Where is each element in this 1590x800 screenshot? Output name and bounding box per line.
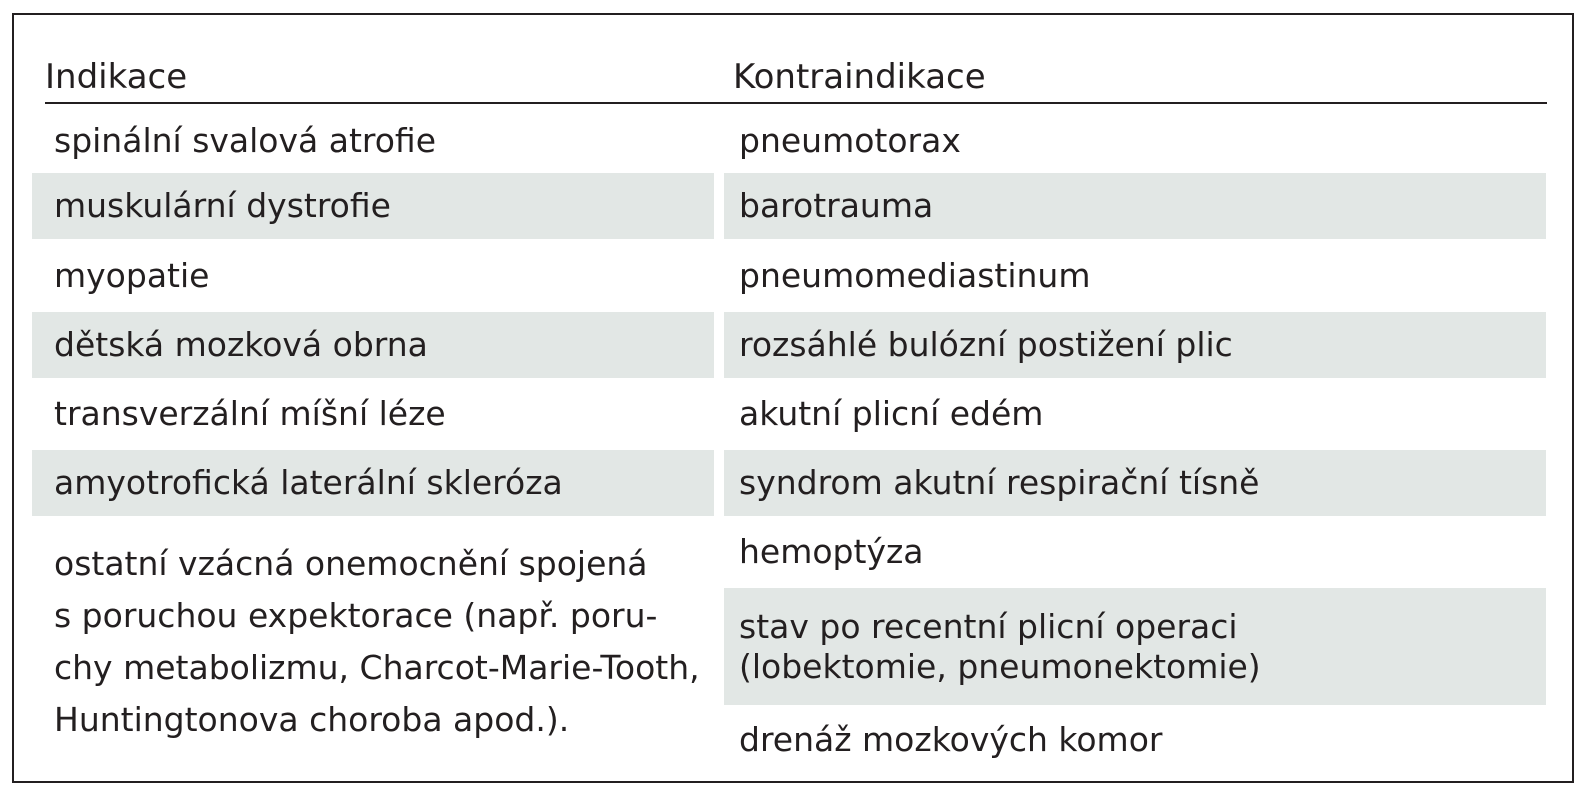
contraindication-cell: rozsáhlé bulózní postižení plic — [724, 312, 1546, 378]
indication-line: Huntingtonova choroba apod.). — [54, 700, 570, 739]
contraindication-cell: pneumotorax — [739, 120, 961, 160]
indication-cell: dětská mozková obrna — [32, 312, 714, 378]
contraindication-cell: barotrauma — [724, 173, 1546, 239]
contraindication-cell: akutní plicní edém — [739, 394, 1044, 433]
header-indications: Indikace — [45, 57, 188, 97]
contraindication-line: stav po recentní plicní operaci — [739, 606, 1238, 646]
indication-cell: transverzální míšní léze — [54, 394, 446, 433]
contraindication-cell: hemoptýza — [739, 532, 924, 571]
indication-line: chy metabolizmu, Charcot-Marie-Tooth, — [54, 648, 700, 687]
contraindication-line: (lobektomie, pneumonektomie) — [739, 646, 1261, 686]
contraindication-cell — [724, 588, 1546, 705]
indication-cell: myopatie — [54, 255, 210, 295]
contraindication-cell: drenáž mozkových komor — [739, 720, 1163, 759]
indication-cell: amyotrofická laterální skleróza — [32, 450, 714, 516]
indication-line: s poruchou expektorace (např. poru- — [54, 596, 658, 635]
indication-cell: muskulární dystrofie — [32, 173, 714, 239]
indication-cell — [32, 516, 714, 768]
contraindication-cell: syndrom akutní respirační tísně — [724, 450, 1546, 516]
header-rule — [45, 102, 1547, 104]
header-contraindications: Kontraindikace — [733, 57, 986, 97]
contraindication-cell: pneumomediastinum — [739, 255, 1091, 295]
indication-line: ostatní vzácná onemocnění spojená — [54, 544, 648, 583]
indication-cell: spinální svalová atrofie — [54, 120, 437, 160]
